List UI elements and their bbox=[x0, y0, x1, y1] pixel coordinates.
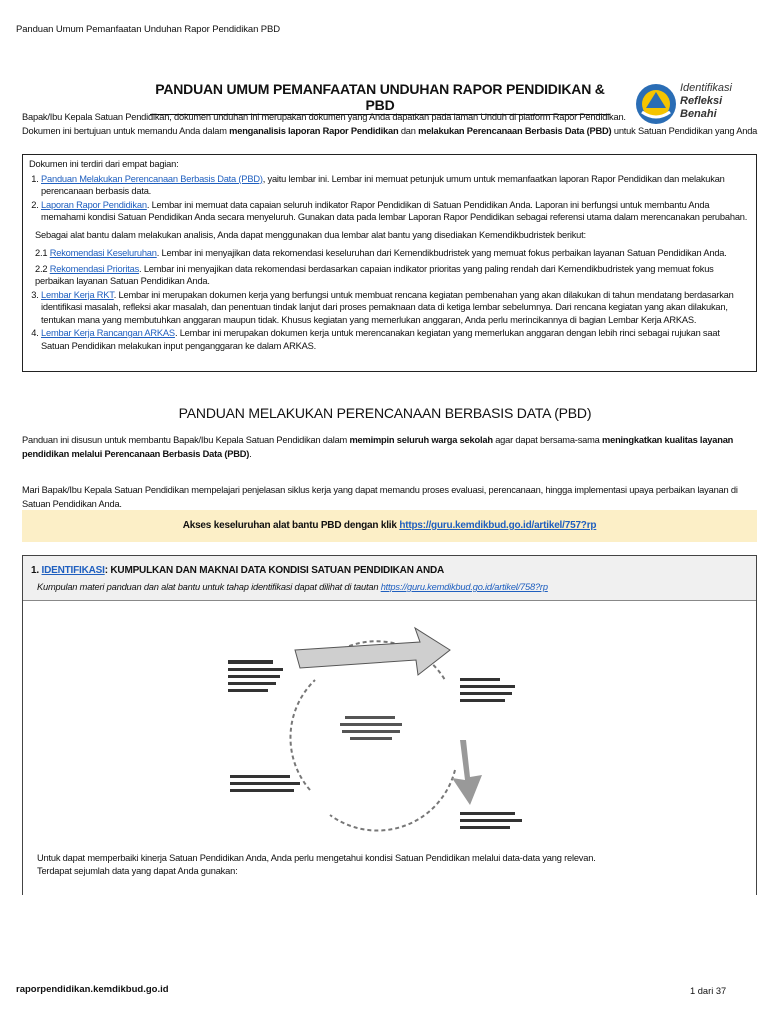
section-title-pbd: PANDUAN MELAKUKAN PERENCANAAN BERBASIS DATA (PBD) bbox=[178, 405, 592, 421]
contents-sub-2: 2.2 Rekomendasi Prioritas. Lembar ini menyajikan data rekomendasi berdasarkan capaian indikator prioritas yang paling rendah dari Kemendikbudristek yang memuat fokus perbaikan layanan Satuan Pendidikan Anda. bbox=[35, 263, 714, 286]
step-1-header bbox=[23, 556, 756, 601]
cycle-label-identifikasi bbox=[228, 660, 283, 692]
section-paragraph-1: Panduan ini disusun untuk membantu Bapak/Ibu Kepala Satuan Pendidikan dalam memimpin seluruh warga sekolah agar dapat bersama-sama meningkatkan kualitas layanan pendidikan melalui Perencanaan Berbasis Data (PBD). bbox=[22, 435, 734, 459]
page-title: PANDUAN UMUM PEMANFAATAN UNDUHAN RAPOR PENDIDIKAN & PBD bbox=[150, 81, 610, 115]
step-1-subtitle: Kumpulan materi panduan dan alat bantu untuk tahap identifikasi dapat dilihat di tautan https://guru.kemdikbud.go.id/artikel/758?rp bbox=[37, 582, 548, 592]
link-laporan-rapor[interactable]: Laporan Rapor Pendidikan bbox=[41, 199, 147, 210]
link-lembar-arkas[interactable]: Lembar Kerja Rancangan ARKAS bbox=[41, 328, 175, 338]
contents-sub-1: 2.1 Rekomendasi Keseluruhan. Lembar ini menyajikan data rekomendasi keseluruhan dari Kemendikbudristek yang memuat fokus perbaikan layanan Satuan Pendidikan Anda. bbox=[35, 248, 727, 258]
access-banner: Akses keseluruhan alat bantu PBD dengan klik https://guru.kemdikbud.go.id/artikel/757?rp bbox=[22, 510, 757, 542]
contents-item-4: 4. Lembar Kerja Rancangan ARKAS. Lembar ini merupakan dokumen kerja untuk merencanakan kegiatan yang memerlukan anggaran dengan lebih rinci sebagai rujukan saat Satuan Pendidikan melakukan input penganggaran ke dalam ARKAS. bbox=[41, 327, 750, 352]
cycle-label-benahi bbox=[460, 812, 522, 829]
logo-text-refleksi: Refleksi bbox=[680, 95, 723, 107]
logo-text-identifikasi: Identifikasi bbox=[680, 82, 732, 94]
step-1-body bbox=[37, 852, 737, 878]
banner-link[interactable]: https://guru.kemdikbud.go.id/artikel/757?rp bbox=[399, 520, 597, 531]
contents-item-1: 1. Panduan Melakukan Perencanaan Berbasis Data (PBD), yaitu lembar ini. Lembar ini memuat petunjuk umum untuk memanfaatkan laporan Rapor Pendidikan dan melakukan perencanaan berbasis data. bbox=[41, 173, 750, 198]
pbd-cycle-diagram bbox=[220, 620, 540, 850]
logo-text-benahi: Benahi bbox=[680, 108, 717, 120]
link-rekomendasi-keseluruhan[interactable]: Rekomendasi Keseluruhan bbox=[49, 248, 157, 258]
section-paragraph-2: Mari Bapak/Ibu Kepala Satuan Pendidikan mempelajari penjelasan siklus kerja yang dapat memandu proses evaluasi, perencanaan, hingga implementasi upaya perbaikan layanan di Satuan Pendidikan Anda. bbox=[22, 485, 738, 509]
footer-site: rapor​pendidikan.kemdikbud.go.id bbox=[16, 984, 169, 995]
step-1-body-line-1: Untuk dapat memperbaiki kinerja Satuan Pendidikan Anda, Anda perlu mengetahui kondisi Satuan Pendidikan melalui data-data yang relevan. bbox=[37, 853, 596, 863]
contents-item-2: 2. Laporan Rapor Pendidikan. Lembar ini memuat data capaian seluruh indikator Rapor Pendidikan di Satuan Pendidikan Anda. Laporan ini berfungsi untuk membantu Anda memahami kondisi Satuan Pendidikan Anda secara menyeluruh. Gunakan data pada lembar Laporan Rapor Pendidikan sebagai referensi utama dalam merencanakan perubahan. Sebagai alat bantu dalam melakukan analisis, Anda dapat menggunakan dua lembar alat bantu yang disediakan Kemendikbudristek berikut: 2.1 Rekomendasi Keseluruhan. Lembar ini menyajikan data rekomendasi keseluruhan dari Kemendikbudristek yang memuat fokus perbaikan layanan Satuan Pendidikan Anda. 2.2 Rekomendasi Prioritas. Lembar ini menyajikan data rekomendasi berdasarkan capaian indikator prioritas yang paling rendah dari Kemendikbudristek yang memuat fokus perbaikan layanan Satuan Pendidikan Anda. bbox=[41, 199, 750, 288]
contents-item-3: 3. Lembar Kerja RKT. Lembar ini merupakan dokumen kerja yang berfungsi untuk membuat rencana kegiatan pembenahan yang akan dilakukan di tahun mendatang berdasarkan identifikasi masalah, refleksi akar masalah, dan penentuan tindak lanjut dari proses pemaknaan data di ketiga lembar sebelumnya. Dari rencana kegiatan yang akan dilakukan, tentukan mana yang membutuhkan anggaran maupun tidak. Khusus kegiatan yang memerlukan anggaran, Anda perlu merincikannya di bagian Lembar Kerja ARKAS. bbox=[41, 289, 750, 327]
cycle-label-center bbox=[340, 716, 402, 740]
cycle-label-implementasi bbox=[230, 775, 300, 792]
contents-box bbox=[22, 154, 757, 372]
link-identifikasi[interactable]: IDENTIFIKASI bbox=[41, 565, 105, 576]
logo bbox=[634, 76, 752, 132]
link-panduan-pbd[interactable]: Panduan Melakukan Perencanaan Berbasis Data (PBD) bbox=[41, 173, 263, 184]
link-lembar-kerja-rkt[interactable]: Lembar Kerja RKT bbox=[41, 289, 114, 300]
running-header: Panduan Umum Pemanfaatan Unduhan Rapor Pendidikan PBD bbox=[16, 24, 281, 35]
step-1-title: 1. IDENTIFIKASI: KUMPULKAN DAN MAKNAI DATA KONDISI SATUAN PENDIDIKAN ANDA bbox=[31, 565, 445, 576]
step-1-body-line-2: Terdapat sejumlah data yang dapat Anda gunakan: bbox=[37, 866, 238, 876]
footer-page-number: 1 dari 37 bbox=[690, 986, 727, 996]
intro-line-2: Dokumen ini bertujuan untuk memandu Anda dalam menganalisis laporan Rapor Pendidikan dan melakukan Perencanaan Berbasis Data (PBD) untuk Satuan Pendidikan yang Anda bbox=[22, 126, 758, 136]
step-1-link[interactable]: https://guru.kemdikbud.go.id/artikel/758?rp bbox=[380, 582, 548, 592]
contents-heading: Dokumen ini terdiri dari empat bagian: bbox=[29, 159, 179, 169]
link-rekomendasi-prioritas[interactable]: Rekomendasi Prioritas bbox=[49, 263, 140, 274]
cycle-label-refleksi bbox=[460, 678, 515, 702]
intro-line-1: Bapak/Ibu Kepala Satuan Pendidikan, dokumen unduhan ini merupakan dokumen yang Anda dapatkan pada laman Unduh di platform Rapor Pendidikan. bbox=[22, 112, 626, 122]
contents-item-2-note: Sebagai alat bantu dalam melakukan analisis, Anda dapat menggunakan dua lembar alat bantu yang disediakan Kemendikbudristek berikut: bbox=[35, 229, 586, 240]
